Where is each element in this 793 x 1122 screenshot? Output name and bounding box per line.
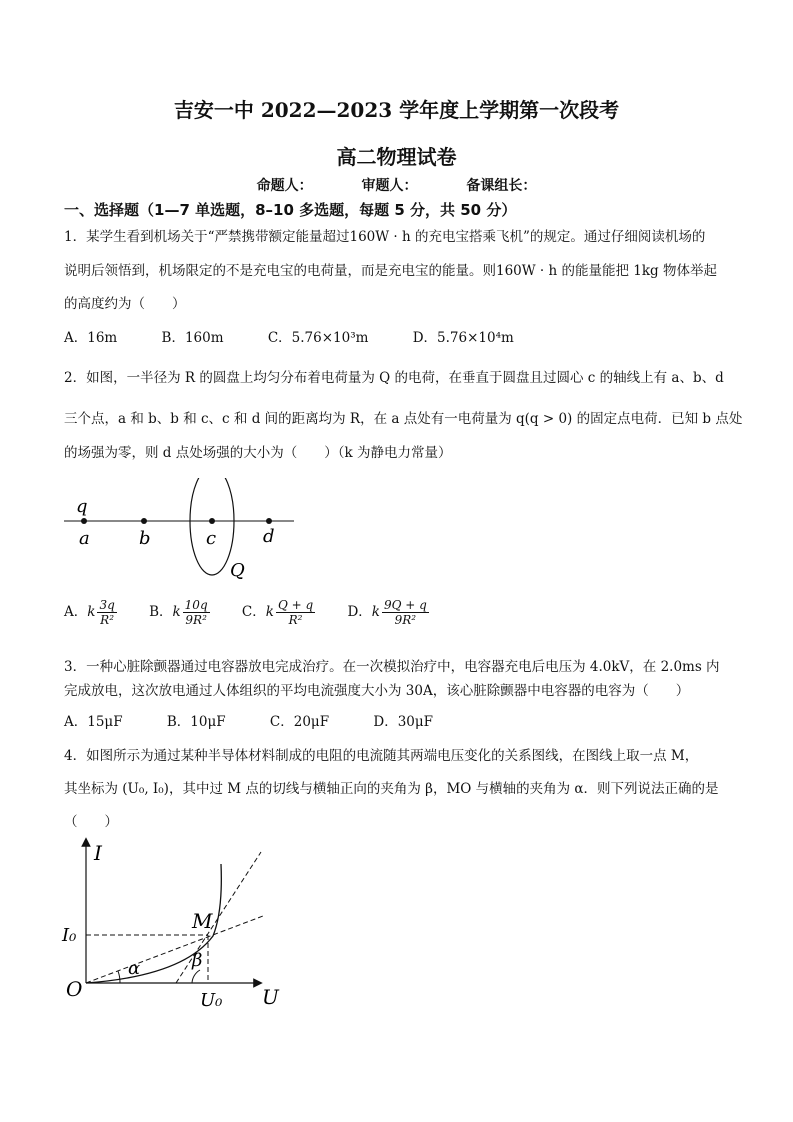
q3-option-d[interactable]: D．30μF	[373, 714, 434, 730]
line-OM	[86, 916, 263, 983]
point-a-dot	[81, 518, 87, 524]
q2-option-a[interactable]: A．k $\frac{3q}{\text{R²}}$	[64, 598, 115, 627]
q2-options	[64, 598, 469, 627]
q2-option-b[interactable]: B．k $\frac{10q}{\text{9R²}}$	[149, 598, 208, 627]
charged-disk	[190, 478, 234, 575]
role-leader: 备课组长：	[466, 178, 537, 194]
exam-subtitle: 高二物理试卷	[336, 145, 457, 169]
beta-arc	[192, 970, 200, 983]
q1-option-b[interactable]: B．160m	[161, 330, 224, 346]
q2-disk-figure	[64, 478, 304, 588]
q4-line-1: 4．如图所示为通过某种半导体材料制成的电阻的电流随其两端电压变化的关系图线，在图线上取一点 M，	[64, 748, 699, 764]
disk-Q-label: Q	[230, 560, 245, 581]
u-axis-label: U	[262, 985, 279, 1009]
q4-line-3: （ ）	[64, 814, 118, 830]
q3-option-c[interactable]: C．20μF	[269, 714, 330, 730]
point-b-label: b	[139, 528, 151, 549]
q4-line-2: 其坐标为 (U₀, I₀)，其中过 M 点的切线与横轴正向的夹角为 β，MO 与横轴的夹角为 α．则下列说法正确的是	[64, 781, 719, 797]
u0-label: U₀	[200, 990, 223, 1011]
q1-options	[64, 326, 554, 346]
point-b-dot	[141, 518, 147, 524]
alpha-arc	[118, 971, 120, 983]
charge-q-label: q	[76, 496, 88, 517]
q1-line-2: 说明后领悟到，机场限定的不是充电宝的电荷量，而是充电宝的能量。则160W · h 的能量能把 1kg 物体举起	[64, 263, 717, 279]
role-reviewer: 审题人：	[361, 178, 418, 194]
q2-line-3: 的场强为零，则 d 点处场强的大小为（ ）（k 为静电力常量）	[64, 445, 452, 461]
q2-line-1: 2．如图，一半径为 R 的圆盘上均匀分布着电荷量为 Q 的电荷，在垂直于圆盘且过圆心 c 的轴线上有 a、b、d	[64, 370, 724, 386]
q1-line-3: 的高度约为（ ）	[64, 296, 186, 312]
q3-option-b[interactable]: B．10μF	[166, 714, 226, 730]
q3-option-a[interactable]: A．15μF	[64, 714, 123, 730]
q3-line-1: 3．一种心脏除颤器通过电容器放电完成治疗。在一次模拟治疗中，电容器充电后电压为 4.0kV，在 2.0ms 内	[64, 659, 720, 675]
q1-option-a[interactable]: A．16m	[64, 330, 118, 346]
q2-line-2: 三个点，a 和 b、b 和 c、c 和 d 间的距离均为 R，在 a 点处有一电荷量为 q(q > 0) 的固定点电荷．已知 b 点处	[64, 411, 743, 427]
point-c-label: c	[206, 528, 217, 549]
origin-label: O	[66, 977, 83, 1001]
q1-line-1: 1．某学生看到机场关于“严禁携带额定能量超过160W · h 的充电宝搭乘飞机”的规定。通过仔细阅读机场的	[64, 229, 706, 245]
q2-option-d[interactable]: D．k $\frac{9Q + q}{\text{9R²}}$	[347, 598, 427, 627]
q3-line-2: 完成放电，这次放电通过人体组织的平均电流强度大小为 30A，该心脏除颤器中电容器的电容为（ ）	[64, 683, 690, 699]
role-setter: 命题人：	[256, 178, 313, 194]
point-M-label: M	[192, 909, 213, 933]
point-c-dot	[209, 518, 215, 524]
alpha-label: α	[128, 958, 141, 979]
q1-option-c[interactable]: C．5.76×10³m	[267, 330, 369, 346]
beta-label: β	[192, 950, 203, 971]
author-roles	[0, 175, 793, 195]
point-a-label: a	[79, 528, 90, 549]
q1-option-d[interactable]: D．5.76×10⁴m	[412, 330, 514, 346]
exam-title: 吉安一中 2022—2023 学年度上学期第一次段考	[173, 98, 620, 122]
i-axis-label: I	[94, 841, 102, 865]
q3-options	[64, 710, 473, 730]
q4-iu-graph	[58, 836, 298, 1016]
q2-option-c[interactable]: C．k $\frac{Q + q}{\text{R²}}$	[241, 598, 314, 627]
point-d-dot	[266, 518, 272, 524]
i0-label: I₀	[62, 925, 77, 946]
section-heading: 一、选择题（1—7 单选题，8–10 多选题，每题 5 分，共 50 分）	[64, 201, 517, 219]
point-d-label: d	[263, 526, 275, 547]
